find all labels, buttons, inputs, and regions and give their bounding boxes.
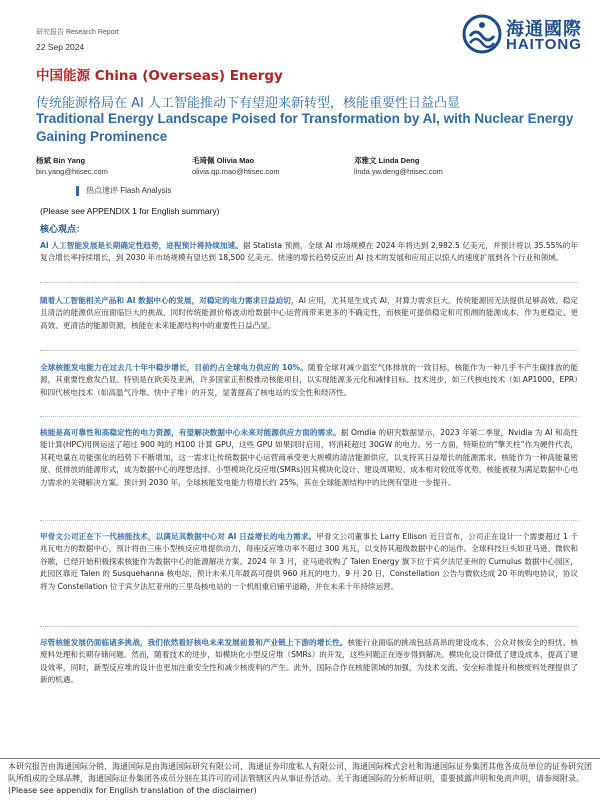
- key-point-paragraph: [40, 240, 578, 265]
- paragraph-body: 随着全球对减少温室气体排放的一致目标，核能作为一种几乎不产生碳排放的能源，其重要性愈发凸显。特别是在欧美及亚洲，许多国家正积极推动核能项目，以实现能源多元化和减排目标。技术进步，如三代核电技术（如 AP1000、EPR）和四代核电技术（如高温气冷堆、快中子堆）的开发，显著提高了核电站的安全性和经济性。: [40, 363, 578, 397]
- key-point-paragraph: [40, 295, 578, 332]
- author-3: [354, 155, 443, 177]
- company-name: 中国能源 China (Overseas) Energy: [36, 68, 283, 84]
- paragraph-lead: 随着人工智能相关产品和 AI 数据中心的发展，对稳定的电力需求日益迫切，: [40, 296, 299, 305]
- divider: [40, 416, 578, 417]
- paragraph-body: AI 应用，尤其是生成式 AI，对算力需求巨大。传统能源因无法提供足够高效、稳定且清洁的能源供应而面临巨大的挑战，同时传统能源价格波动给数据中心运营商带来更多的不确定性，而核能可提供稳定和可预测的能源成本，作为更稳定、更高效、更清洁的能源资源，核能在未来能源结构中的重要性日益凸显。: [40, 296, 578, 330]
- author-name: 杨斌 Bin Yang: [36, 156, 86, 165]
- divider: [40, 350, 578, 351]
- report-date: 22 Sep 2024: [36, 42, 85, 52]
- author-name: 毛琦佩 Olivia Mao: [192, 156, 255, 165]
- divider: [40, 626, 578, 627]
- divider: [40, 282, 578, 283]
- paragraph-lead: 核能是高可靠性和高稳定性的电力资源，有望解决数据中心未来对能源供应方面的需求。: [40, 428, 341, 437]
- key-points-heading: 核心观点：: [40, 225, 86, 235]
- paragraph-body: 甲骨文公司董事长 Larry Ellison 近日宣布，公司正在设计一个需要超过 1 千兆瓦电力的数据中心，预计将由三座小型核反应堆提供动力，每座反应堆功率不超过 300 兆瓦，以支持其超级数据中心的运作。全球科技巨头如亚马逊、微软和谷歌，已经开始积极探索核能作为数据中心的能源解决方案。2024 年 3 月，亚马逊收购了 Talen Energy 旗下位于宾夕法尼亚州的 Cumulus 数据中心园区，此园区靠近 Talen 的 Susquehanna 核电站，预计未来几年最高可提供 960 兆瓦的电力。9 月 20 日，Constellation 公告与微软达成 20 年的购电协议，协议将为 Constellation 位于宾夕法尼亚州的三里岛核电站的一个机组重启铺平道路，并在未来十年持续运营。: [40, 532, 578, 591]
- key-point-paragraph: [40, 531, 578, 593]
- flash-analysis-label: 热点速评 Flash Analysis: [86, 186, 172, 195]
- author-email[interactable]: linda.yw.deng@htisec.com: [354, 167, 443, 176]
- paragraph-lead: 尽管核能发展仍面临诸多挑战，我们依然看好核电未来发展前景和产业链上下游的增长性。: [40, 638, 348, 647]
- report-title-en: Traditional Energy Landscape Poised for Transformation by AI, with Nuclear Energy Gaining Prominence: [36, 111, 574, 144]
- report-title-cn: 传统能源格局在 AI 人工智能推动下有望迎来新转型，核能重要性日益凸显: [36, 96, 460, 111]
- paragraph-body: 据 Statista 预测，全球 AI 市场规模在 2024 年将达到 2,982.5 亿美元，并预计将以 35.55%的年复合增长率持续增长，到 2030 年市场规模有望达到 18,500 亿美元。快速的增长趋势反应出 AI 技术的发展和应用正以惊人的速度扩展到各个行业和领域。: [40, 241, 579, 263]
- key-point-paragraph: [40, 637, 578, 687]
- footer-divider: [0, 758, 600, 759]
- divider: [40, 520, 578, 521]
- paragraph-lead: AI 人工智能发展是长期确定性趋势，进程预计将持续加速。: [40, 241, 243, 250]
- haitong-logo-icon: [462, 14, 502, 54]
- footer-disclaimer: 本研究报告由海通国际分销，海通国际是由海通国际研究有限公司，海通证券印度私人有限公司，海通国际株式会社和海通国际证券集团其他各成员单位的证券研究团队所组成的全球品牌，海通国际证券集团各成员分别在其许可的司法管辖区内从事证券活动。关于海通国际的分析师证明，重要披露声明和免责声明，请参阅附录。(Please see appendix for English translation of the disclaimer): [8, 762, 592, 795]
- haitong-logo: [462, 12, 592, 56]
- paragraph-lead: 甲骨文公司正在下一代核能技术，以满足其数据中心对 AI 日益增长的电力需求。: [40, 532, 317, 541]
- logo-text-cn: 海通國際: [506, 19, 582, 40]
- report-type-label: 研究报告 Research Report: [36, 29, 119, 36]
- paragraph-lead: 全球核能发电能力在过去几十年中稳步增长，目前约占全球电力供应的 10%。: [40, 363, 309, 372]
- appendix-note: (Please see APPENDIX 1 for English summary): [40, 206, 220, 216]
- author-email[interactable]: olivia.qp.mao@htisec.com: [192, 167, 280, 176]
- paragraph-body: 据 Omdia 的研究数据显示，2023 年第二季度，Nvidia 为 AI 和高性能计算(HPC)用例运送了超过 900 吨的 H100 计算 GPU，这些 GPU 如果同时启用，将消耗超过 30GW 的电力。另一方面，特斯拉的“擎天柱”作为硬件代表，其耗电量在功能强化的趋势下不断增加，这一需求让传统数据中心运营商承受更大规模的清洁能源供应，以支持其日益增长的能源需求。核能作为一种高能量密度、低排放的能源形式，成为数据中心的理想选择。小型模块化反应堆(SMRs)因其模块化设计、建设周期短、成本相对较低等优势，核能被视为满足数据中心电力需求的关键解决方案。预计到 2030 年，全球核能发电能力将增长约 25%，其在全球能源结构中的比例有望进一步提升。: [40, 428, 578, 487]
- flash-marker: [76, 186, 79, 196]
- key-point-paragraph: [40, 362, 578, 399]
- key-point-paragraph: [40, 427, 578, 489]
- paragraph-body: 核能行业面临的挑战包括高昂的建设成本、公众对核安全的担忧、核废料处理和长期存储问题。然而，随着技术的进步，如模块化小型反应堆（SMRs）的开发，这些问题正在逐步得到解决。模块化设计降低了建设成本，提高了建设效率，同时，新型反应堆的设计也更加注重安全性和减少核废料的产生。此外，国际合作在核能领域的加强，为技术交流、安全标准提升和核废料处理提供了新的机遇。: [40, 638, 578, 685]
- author-email[interactable]: bin.yang@htisec.com: [36, 167, 108, 176]
- author-name: 邓雅文 Linda Deng: [354, 156, 420, 165]
- author-2: [192, 155, 280, 177]
- author-1: [36, 155, 108, 177]
- logo-text-en: HAITONG: [506, 36, 582, 53]
